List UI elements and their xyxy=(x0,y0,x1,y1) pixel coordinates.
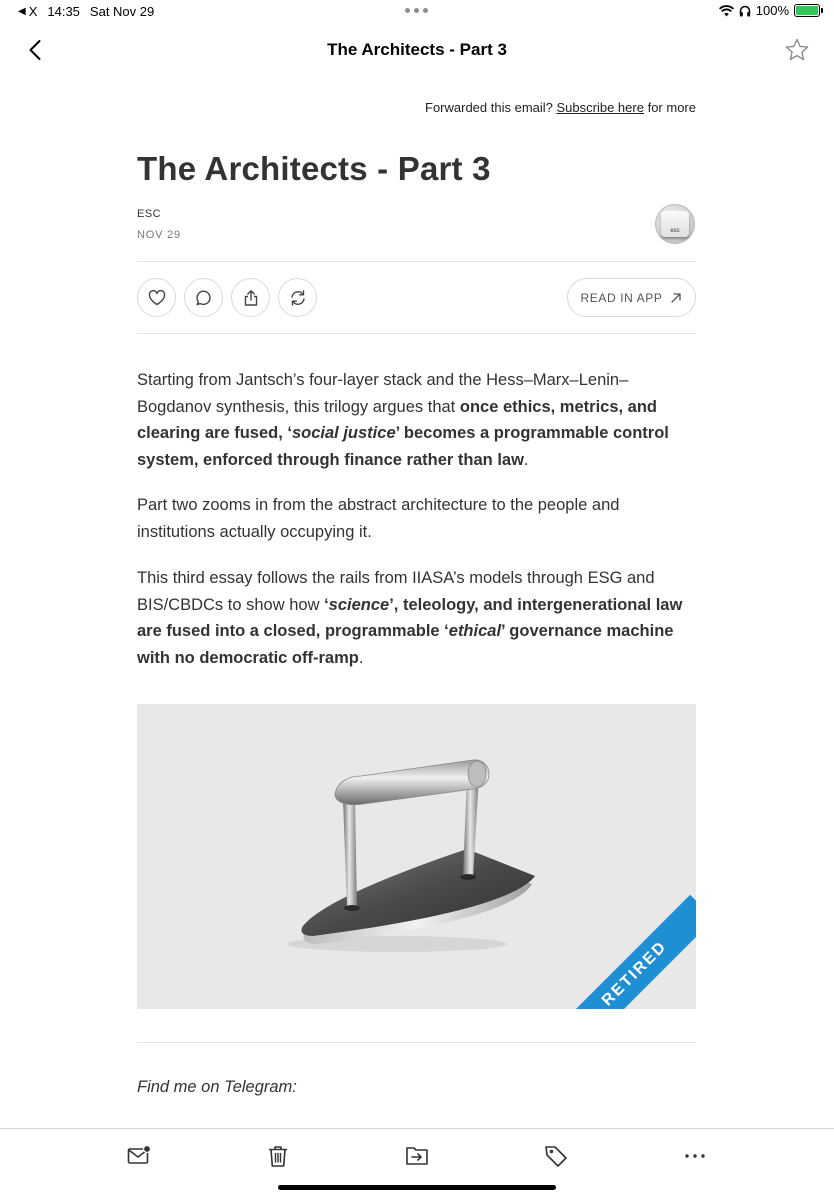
read-in-app-button[interactable] xyxy=(567,278,696,317)
share-button[interactable] xyxy=(231,278,270,317)
retired-banner: RETIRED xyxy=(556,895,696,1009)
p3-bold-b: ’, teleology, and intergenerational law are fused into a closed, programmable ‘ xyxy=(137,595,683,640)
action-bar xyxy=(137,278,317,317)
forwarded-notice xyxy=(425,100,696,115)
status-time: 14:35 xyxy=(47,4,80,19)
status-date: Sat Nov 29 xyxy=(89,4,155,19)
back-to-app[interactable] xyxy=(18,4,37,19)
iron-illustration xyxy=(137,704,696,1009)
move-to-folder-icon[interactable] xyxy=(404,1143,430,1169)
read-in-app-label: READ IN APP xyxy=(580,290,663,305)
p1-text: Starting from Jantsch’s four-layer stack and the Hess–Marx–Lenin–Bogdanov synthesis, this trilogy argues that xyxy=(137,371,629,416)
comment-icon xyxy=(195,289,213,307)
status-right xyxy=(719,3,820,18)
author-name[interactable]: ESC xyxy=(137,208,162,220)
publish-date: NOV 29 xyxy=(137,229,181,241)
nav-bar xyxy=(0,30,834,70)
restack-button[interactable] xyxy=(278,278,317,317)
p3-end: . xyxy=(358,648,364,667)
battery-icon xyxy=(794,4,820,17)
p1-end: . xyxy=(523,450,529,469)
p1-bold-italic: social justice xyxy=(291,424,396,442)
heart-icon xyxy=(148,289,166,307)
battery-level xyxy=(796,6,818,15)
share-icon xyxy=(242,289,260,307)
more-icon[interactable] xyxy=(682,1143,708,1169)
status-bar xyxy=(0,0,834,24)
divider xyxy=(137,333,696,334)
star-icon[interactable] xyxy=(784,37,810,63)
mail-unread-icon[interactable] xyxy=(126,1143,152,1169)
paragraph-2: Part two zooms in from the abstract architecture to the people and institutions actually occupying it. xyxy=(137,496,620,541)
telegram-callout: Find me on Telegram: xyxy=(137,1078,297,1096)
p3-bold-italic-science: science xyxy=(328,595,390,614)
paragraph-1 xyxy=(137,367,696,473)
tag-icon[interactable] xyxy=(543,1143,569,1169)
dot-icon xyxy=(414,8,419,13)
hero-image[interactable] xyxy=(137,704,696,1009)
divider xyxy=(137,261,696,262)
p3-bold-a: ‘ xyxy=(324,595,329,614)
trash-icon[interactable] xyxy=(265,1143,291,1169)
nav-title: The Architects - Part 3 xyxy=(327,40,507,59)
avatar-label: esc xyxy=(670,228,680,234)
p1-bold-b: ’ becomes a programmable control system, enforced through finance rather than law xyxy=(137,424,669,469)
p3-bold-c: ’ governance machine with no democratic off-ramp xyxy=(137,622,674,667)
battery-percent: 100% xyxy=(755,3,789,18)
back-app-label: X xyxy=(28,4,38,19)
paragraph-3 xyxy=(137,565,696,671)
subscribe-link[interactable]: Subscribe here xyxy=(556,100,644,115)
divider xyxy=(137,1042,696,1043)
arrow-up-right-icon xyxy=(670,292,682,304)
esc-key-icon xyxy=(661,211,689,237)
multitasking-dots[interactable] xyxy=(405,4,428,13)
headphones-icon xyxy=(739,5,751,17)
avatar[interactable] xyxy=(655,204,695,244)
comment-button[interactable] xyxy=(184,278,223,317)
restack-icon xyxy=(289,289,307,307)
like-button[interactable] xyxy=(137,278,176,317)
wifi-icon xyxy=(719,5,734,17)
dot-icon xyxy=(405,8,410,13)
dot-icon xyxy=(423,8,428,13)
article-title: The Architects - Part 3 xyxy=(137,150,491,187)
forwarded-prefix: Forwarded this email? xyxy=(425,100,553,115)
p1-bold-a: once ethics, metrics, and clearing are fused, ‘ xyxy=(137,397,658,442)
p3-bold-italic-ethical: ethical xyxy=(448,622,502,640)
home-indicator[interactable] xyxy=(278,1185,556,1190)
forwarded-suffix: for more xyxy=(647,100,696,115)
back-triangle-icon: ◀ xyxy=(18,6,26,17)
status-left xyxy=(18,4,154,19)
p3-text: This third essay follows the rails from IIASA’s models through ESG and BIS/CBDCs to show how xyxy=(137,569,655,614)
